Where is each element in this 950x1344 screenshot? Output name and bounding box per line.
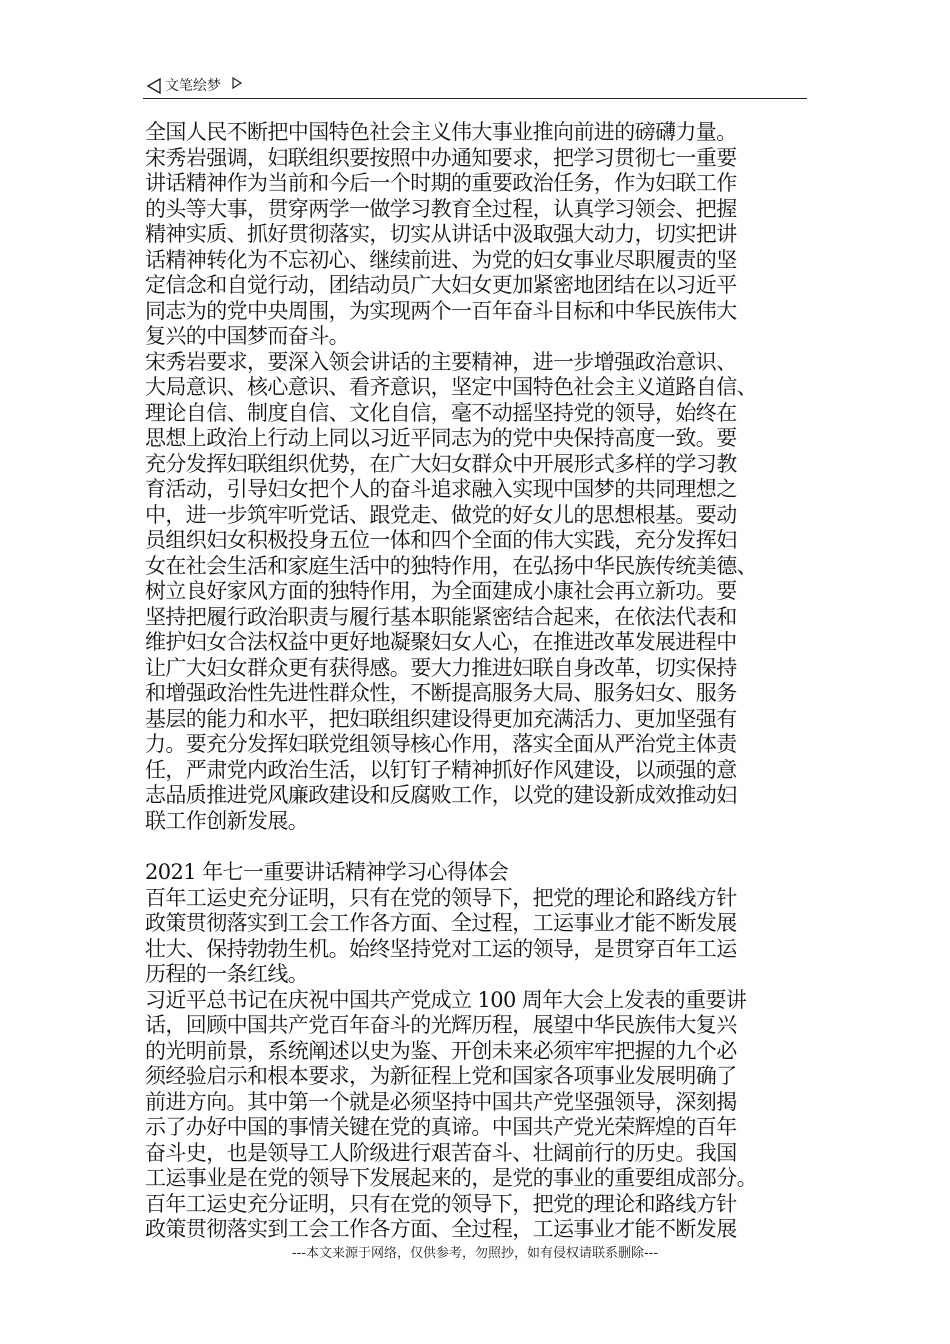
section-paragraph-3: 百年工运史充分证明，只有在党的领导下，把党的理论和路线方针 政策贯彻落实到工会工作各方面、全过程，工运事业才能不断发展 (145, 1191, 737, 1241)
paragraph-3: 宋秀岩要求，要深入领会讲话的主要精神，进一步增强政治意识、 大局意识、核心意识、看齐意识，坚定中国特色社会主义道路自信、 理论自信、制度自信、文化自信，毫不动摇坚持党的领导，始终在 思想上政治上行动上同以习近平同志为的党中央保持高度一致。要 充分发挥妇联组织优势，在广大妇女群众中开展形式多样的学习教 育活动，引导妇女把个人的奋斗追求融入实现中国梦的共同理想之 中，进一步筑牢听党话、跟党走、做党的好女儿的思想根基。要动 员组织妇女积极投身五位一体和四个全面的伟大实践，充分发挥妇 女在社会生活和家庭生活中的独特作用，在弘扬中华民族传统美德、 树立良好家风方面的独特作用，为全面建成小康社会再立新功。要 坚持把履行政治职责与履行基本职能紧密结合起来，在依法代表和 维护妇女合法权益中更好地凝聚妇女人心，在推进改革发展进程中 让广大妇女群众更有获得感。要大力推进妇联自身改革，切实保持 和增强政治性先进性群众性，不断提高服务大局、服务妇女、服务 基层的能力和水平，把妇联组织建设得更加充满活力、更加坚强有 力。要充分发挥妇联党组领导核心作用，落实全面从严治党主体责 任，严肃党内政治生活，以钉钉子精神抓好作风建设，以顽强的意 志品质推进党风廉政建设和反腐败工作，以党的建设新成效推动妇 联工作创新发展。 (145, 349, 757, 833)
section-title: 2021 年七一重要讲话精神学习心得体会 (145, 860, 509, 884)
triangle-left-outline-icon (145, 77, 163, 95)
header-title: 文笔绘梦 (165, 78, 221, 94)
paragraph-2: 宋秀岩强调，妇联组织要按照中办通知要求，把学习贯彻七一重要 讲话精神作为当前和今后一个时期的重要政治任务，作为妇联工作 的头等大事，贯穿两学一做学习教育全过程，认真学习领会、把握 精神实质、抓好贯彻落实，切实从讲话中汲取强大动力，切实把讲 话精神转化为不忘初心、继续前进、为党的妇女事业尽职履责的坚 定信念和自觉行动，团结动员广大妇女更加紧密地团结在以习近平 同志为的党中央周围，为实现两个一百年奋斗目标和中华民族伟大 复兴的中国梦而奋斗。 (145, 145, 737, 348)
section-paragraph-1: 百年工运史充分证明，只有在党的领导下，把党的理论和路线方针 政策贯彻落实到工会工作各方面、全过程，工运事业才能不断发展 壮大、保持勃勃生机。始终坚持党对工运的领导，是贯穿百年工运 历程的一条红线。 (145, 885, 737, 986)
triangle-right-outline-icon (231, 76, 243, 90)
page-header (143, 74, 807, 99)
document-body (145, 120, 807, 1243)
section-paragraph-2: 习近平总书记在庆祝中国共产党成立 100 周年大会上发表的重要讲 话，回顾中国共产党百年奋斗的光辉历程，展望中华民族伟大复兴 的光明前景，系统阐述以史为鉴、开创未来必须牢牢把握的九个必 须经验启示和根本要求，为新征程上党和国家各项事业发展明确了 前进方向。其中第一个就是必须坚持中国共产党坚强领导，深刻揭 示了办好中国的事情关键在党的真谛。中国共产党光荣辉煌的百年 奋斗史，也是领导工人阶级进行艰苦奋斗、壮阔前行的历史。我国 工运事业是在党的领导下发展起来的，是党的事业的重要组成部分。 (145, 987, 757, 1190)
paragraph-1: 全国人民不断把中国特色社会主义伟大事业推向前进的磅礴力量。 (145, 120, 737, 144)
footer-disclaimer: ---本文来源于网络，仅供参考，勿照抄，如有侵权请联系删除--- (291, 1246, 659, 1261)
section-gap (145, 834, 807, 860)
